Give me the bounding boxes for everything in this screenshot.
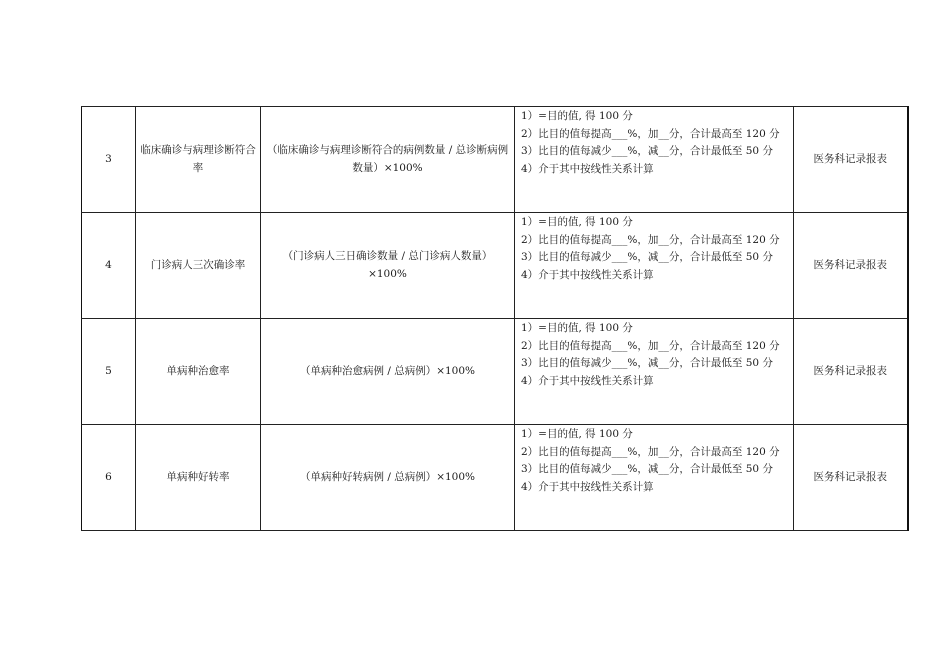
rule-line: 3）比目的值每减少___%，减__分，合计最低至 50 分	[521, 463, 773, 476]
rule-line: 2）比目的值每提高___%，加__分，合计最高至 120 分	[521, 127, 780, 140]
rule-line: 1）=目的值, 得 100 分	[521, 428, 633, 440]
data-source: 医务科记录报表	[794, 213, 908, 319]
row-number: 3	[82, 107, 136, 213]
indicator-formula: （单病种好转病例 / 总病例）×100%	[261, 425, 515, 531]
data-source: 医务科记录报表	[794, 425, 908, 531]
rule-line: 3）比目的值每减少___%，减__分，合计最低至 50 分	[521, 357, 773, 370]
table-row	[82, 319, 908, 425]
rule-line: 1）=目的值, 得 100 分	[521, 322, 633, 334]
indicator-table	[81, 106, 909, 531]
rule-line: 4）介于其中按线性关系计算	[521, 480, 654, 493]
rule-line: 4）介于其中按线性关系计算	[521, 162, 654, 175]
table-row	[82, 107, 908, 213]
rule-line: 2）比目的值每提高___%，加__分，合计最高至 120 分	[521, 445, 780, 458]
indicator-name: 单病种治愈率	[136, 319, 261, 425]
indicator-formula: （临床确诊与病理诊断符合的病例数量 / 总诊断病例数量）×100%	[261, 107, 515, 213]
rule-line: 2）比目的值每提高___%，加__分，合计最高至 120 分	[521, 339, 780, 352]
row-number: 6	[82, 425, 136, 531]
rule-line: 3）比目的值每减少___%，减__分，合计最低至 50 分	[521, 251, 773, 264]
scoring-rules	[515, 213, 794, 319]
rule-line: 1）=目的值, 得 100 分	[521, 110, 633, 122]
indicator-formula: （单病种治愈病例 / 总病例）×100%	[261, 319, 515, 425]
row-number: 4	[82, 213, 136, 319]
data-source: 医务科记录报表	[794, 107, 908, 213]
rule-line: 4）介于其中按线性关系计算	[521, 374, 654, 387]
row-number: 5	[82, 319, 136, 425]
rule-line: 2）比目的值每提高___%，加__分，合计最高至 120 分	[521, 233, 780, 246]
data-source: 医务科记录报表	[794, 319, 908, 425]
indicator-name: 临床确诊与病理诊断符合率	[136, 107, 261, 213]
table-row	[82, 213, 908, 319]
rule-line: 1）=目的值, 得 100 分	[521, 216, 633, 228]
scoring-rules	[515, 107, 794, 213]
scoring-rules	[515, 425, 794, 531]
table-row	[82, 425, 908, 531]
rule-line: 4）介于其中按线性关系计算	[521, 268, 654, 281]
indicator-name: 单病种好转率	[136, 425, 261, 531]
rule-line: 3）比目的值每减少___%，减__分，合计最低至 50 分	[521, 145, 773, 158]
indicator-name: 门诊病人三次确诊率	[136, 213, 261, 319]
scoring-rules	[515, 319, 794, 425]
indicator-formula: （门诊病人三日确诊数量 / 总门诊病人数量）×100%	[261, 213, 515, 319]
